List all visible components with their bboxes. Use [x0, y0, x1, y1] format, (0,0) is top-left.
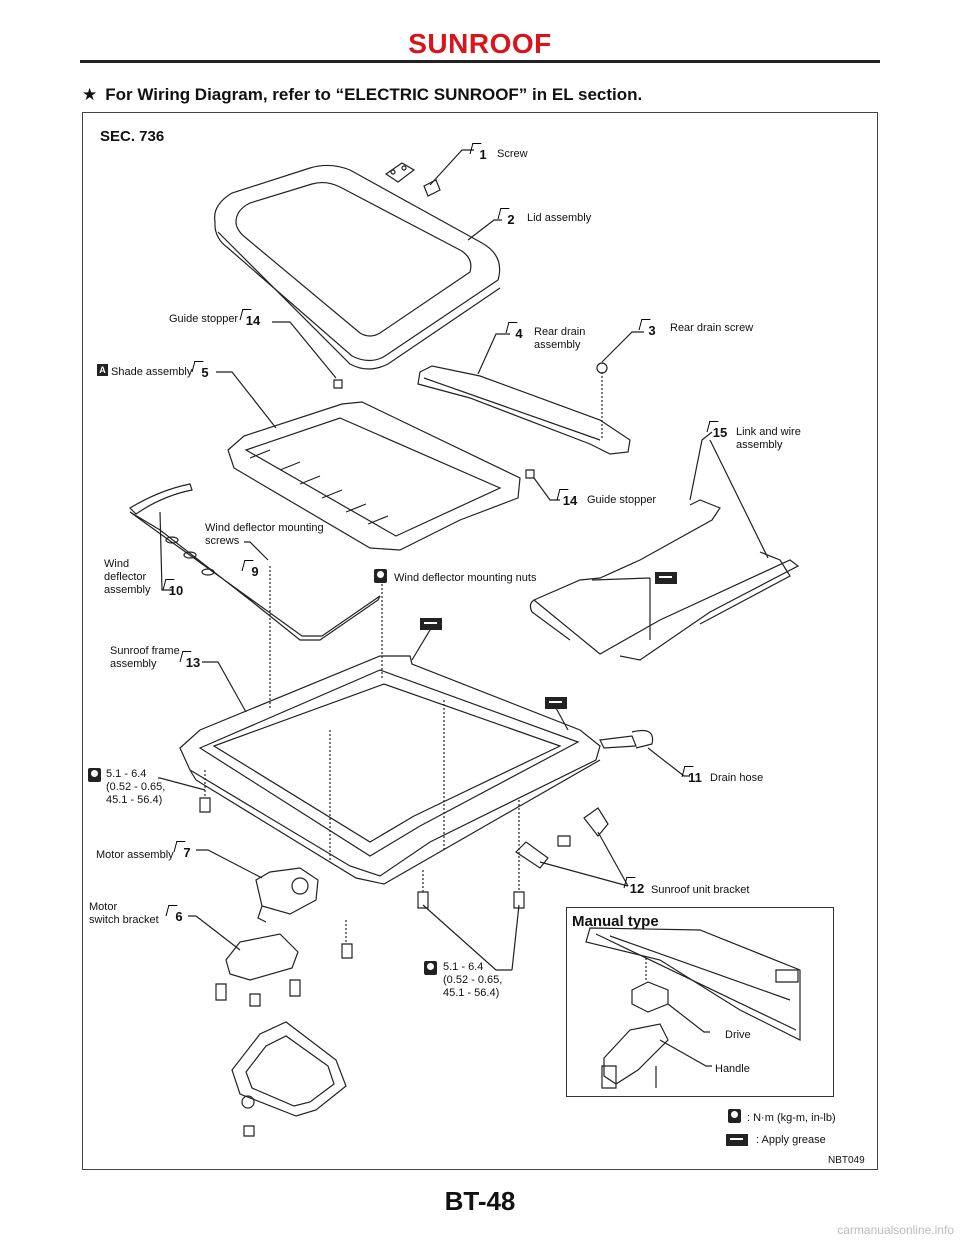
unit-bracket-shape-b — [584, 808, 608, 836]
inset-label-handle: Handle — [715, 1063, 750, 1075]
torque-spec-bottom: 5.1 - 6.4 (0.52 - 0.65, 45.1 - 56.4) — [443, 961, 503, 999]
switch-housing-shape — [232, 1022, 346, 1136]
grease-icon — [655, 572, 677, 584]
part-number-14b: 14 — [562, 493, 578, 508]
part-number-6: 6 — [170, 908, 188, 926]
rear-drain-screw-shape — [597, 363, 607, 440]
torque-icon — [424, 961, 437, 975]
part-number-11: 11 — [686, 769, 704, 787]
legend-grease: : Apply grease — [756, 1134, 826, 1146]
motor-assembly-shape — [256, 868, 318, 922]
section-label: SEC. 736 — [100, 128, 165, 145]
part-label-wind-deflector: Wind deflector assembly — [104, 558, 151, 596]
part-label-drain-hose: Drain hose — [710, 772, 764, 784]
part-number-15: 15 — [712, 425, 728, 440]
part-number-4: 4 — [510, 325, 528, 343]
part-label-motor-switch-bracket: Motor switch bracket — [89, 901, 159, 926]
part-number-14a: 14 — [245, 313, 261, 328]
nut-icon — [374, 569, 387, 583]
part-number-7: 7 — [178, 844, 196, 862]
lid-assembly-shape — [215, 165, 500, 369]
part-number-5: 5 — [196, 364, 214, 382]
guide-stopper-shape-a — [334, 380, 342, 388]
grease-icon — [726, 1134, 748, 1146]
screw-shape — [386, 163, 440, 196]
grease-icon — [545, 697, 567, 709]
part-number-1: 1 — [474, 146, 492, 164]
part-label-guide-stopper-b: Guide stopper — [587, 494, 657, 506]
unit-bracket-shape-a — [516, 842, 548, 868]
torque-spec-left: 5.1 - 6.4 (0.52 - 0.65, 45.1 - 56.4) — [106, 768, 166, 806]
guide-stopper-shape-b — [526, 470, 534, 478]
frame-bolts-shape — [200, 798, 570, 908]
grease-icon — [420, 618, 442, 630]
part-number-2: 2 — [502, 211, 520, 229]
part-number-12: 12 — [629, 881, 645, 896]
part-label-wind-deflector-screws: Wind deflector mounting screws — [205, 522, 324, 547]
part-label-guide-stopper-a: Guide stopper — [169, 313, 239, 325]
part-label-screw: Screw — [497, 148, 528, 160]
part-label-sunroof-frame: Sunroof frame assembly — [110, 645, 180, 670]
wind-deflector-nuts-label: Wind deflector mounting nuts — [394, 572, 537, 584]
rear-drain-assembly-shape — [418, 366, 630, 454]
torque-icon — [88, 768, 101, 782]
part-number-3: 3 — [643, 322, 661, 340]
part-number-9: 9 — [246, 563, 264, 581]
part-label-link-and-wire: Link and wire assembly — [736, 426, 801, 451]
figure-reference-code: NBT049 — [828, 1155, 865, 1166]
motor-bolt-shape — [342, 944, 352, 958]
part-label-sunroof-unit-bracket: Sunroof unit bracket — [651, 884, 750, 896]
drain-hose-shape — [600, 731, 653, 749]
wiring-note-text: For Wiring Diagram, refer to “ELECTRIC SUNROOF” in EL section. — [105, 85, 643, 104]
part-number-10: 10 — [168, 583, 184, 598]
wind-deflector-shape — [130, 484, 380, 640]
manual-type-inset — [566, 907, 834, 1097]
page-title: SUNROOF — [408, 28, 552, 59]
torque-icon — [728, 1109, 741, 1123]
note-a-icon: A — [97, 364, 108, 376]
part-label-rear-drain-screw: Rear drain screw — [670, 322, 754, 334]
inset-label-drive: Drive — [725, 1029, 751, 1041]
page-number: BT-48 — [444, 1186, 516, 1216]
part-label-rear-drain-assembly: Rear drain assembly — [534, 326, 586, 351]
inset-title: Manual type — [572, 913, 659, 930]
watermark: carmanualsonline.info — [837, 1223, 954, 1237]
part-label-lid-assembly: Lid assembly — [527, 212, 592, 224]
motor-switch-bracket-shape — [216, 934, 300, 1006]
part-number-13: 13 — [185, 655, 201, 670]
star-icon: ★ — [82, 85, 98, 104]
legend-torque: : N·m (kg-m, in-lb) — [747, 1112, 836, 1124]
part-label-shade-assembly: Shade assembly — [111, 366, 193, 378]
part-label-motor-assembly: Motor assembly — [96, 849, 174, 861]
